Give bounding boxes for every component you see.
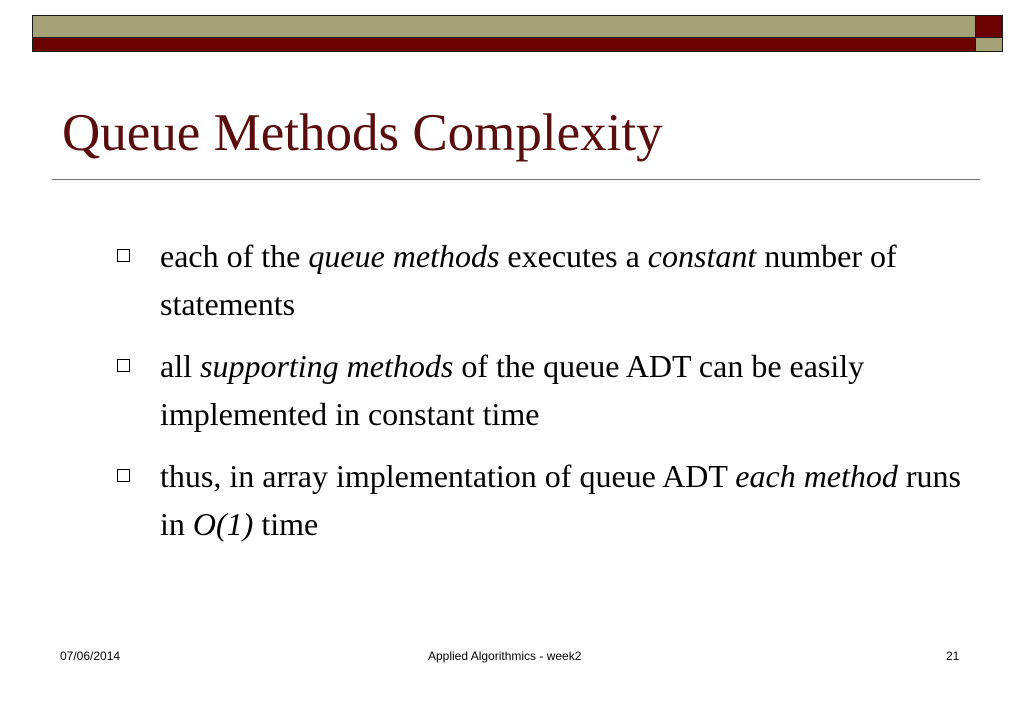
bullet-list: [112, 232, 992, 562]
header-square-maroon: [976, 15, 1003, 38]
footer-course-title: Applied Algorithmics - week2: [428, 649, 582, 663]
footer-page-number: 21: [946, 649, 960, 663]
bullet-item: [112, 342, 992, 438]
bullet-item: [112, 232, 992, 328]
footer-date: 07/06/2014: [60, 649, 121, 663]
header-square-olive: [976, 38, 1003, 52]
bullet-text: each of the queue methods executes a constant number of statements: [160, 238, 897, 322]
bullet-text: all supporting methods of the queue ADT can be easily implemented in constant time: [160, 348, 865, 432]
title-divider: [52, 179, 980, 180]
hollow-square-bullet-icon: [117, 359, 130, 372]
header-bar-maroon: [32, 38, 976, 52]
hollow-square-bullet-icon: [117, 469, 130, 482]
bullet-text: thus, in array implementation of queue ADT each method runs in O(1) time: [160, 458, 961, 542]
hollow-square-bullet-icon: [117, 249, 130, 262]
slide-title: Queue Methods Complexity: [62, 104, 663, 162]
header-bar-olive: [32, 15, 976, 38]
bullet-item: [112, 452, 992, 548]
